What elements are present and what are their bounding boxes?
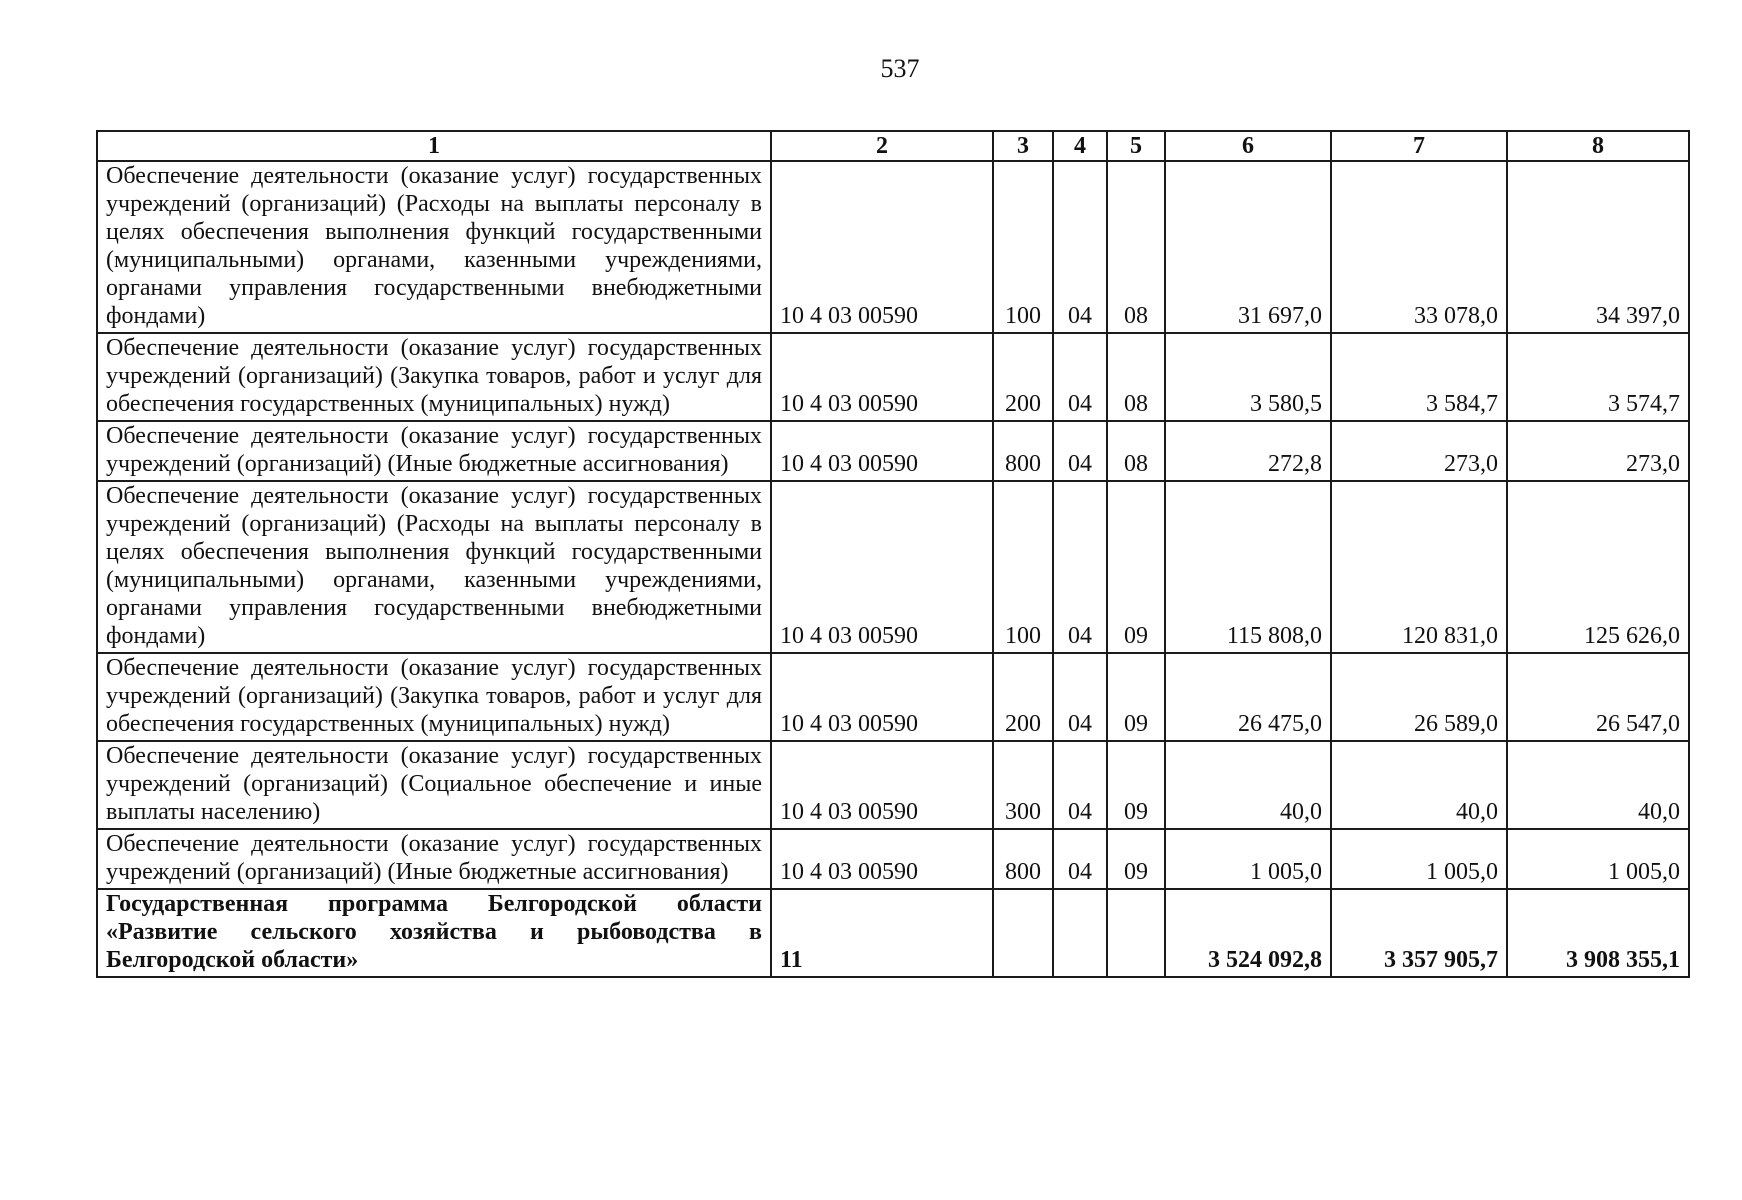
row-value-7: 40,0 xyxy=(1331,741,1507,829)
row-code: 10 4 03 00590 xyxy=(771,481,993,653)
row-value-8: 40,0 xyxy=(1507,741,1689,829)
table-row xyxy=(97,741,1689,829)
row-description: Обеспечение деятельности (оказание услуг) государственных учреждений (организаций) (Расходы на выплаты персоналу в целях обеспечения выполнения функций государственными (муниципальными) органами, казенными учреждениями, органами управления государственными внебюджетными фондами) xyxy=(97,481,771,653)
row-description: Обеспечение деятельности (оказание услуг) государственных учреждений (организаций) (Иные бюджетные ассигнования) xyxy=(97,421,771,481)
header-row xyxy=(97,131,1689,161)
row-col3: 800 xyxy=(993,421,1053,481)
column-header: 2 xyxy=(771,131,993,161)
row-code: 10 4 03 00590 xyxy=(771,161,993,333)
row-col4: 04 xyxy=(1053,653,1107,741)
table-row xyxy=(97,653,1689,741)
row-code: 10 4 03 00590 xyxy=(771,421,993,481)
program-total-row xyxy=(97,889,1689,977)
table-row xyxy=(97,829,1689,889)
column-header: 5 xyxy=(1107,131,1165,161)
column-header: 6 xyxy=(1165,131,1331,161)
row-value-6: 3 524 092,8 xyxy=(1165,889,1331,977)
row-col3: 200 xyxy=(993,333,1053,421)
row-description: Обеспечение деятельности (оказание услуг) государственных учреждений (организаций) (Расходы на выплаты персоналу в целях обеспечения выполнения функций государственными (муниципальными) органами, казенными учреждениями, органами управления государственными внебюджетными фондами) xyxy=(97,161,771,333)
row-value-8: 3 908 355,1 xyxy=(1507,889,1689,977)
row-value-6: 26 475,0 xyxy=(1165,653,1331,741)
row-code: 10 4 03 00590 xyxy=(771,333,993,421)
column-header: 7 xyxy=(1331,131,1507,161)
row-description: Обеспечение деятельности (оказание услуг) государственных учреждений (организаций) (Иные бюджетные ассигнования) xyxy=(97,829,771,889)
row-col5: 09 xyxy=(1107,481,1165,653)
row-col4 xyxy=(1053,889,1107,977)
row-col3: 800 xyxy=(993,829,1053,889)
row-col4: 04 xyxy=(1053,333,1107,421)
row-col3 xyxy=(993,889,1053,977)
table-row xyxy=(97,481,1689,653)
column-header: 3 xyxy=(993,131,1053,161)
column-header: 8 xyxy=(1507,131,1689,161)
row-value-6: 272,8 xyxy=(1165,421,1331,481)
row-value-6: 115 808,0 xyxy=(1165,481,1331,653)
row-value-8: 273,0 xyxy=(1507,421,1689,481)
table-row xyxy=(97,421,1689,481)
row-col3: 100 xyxy=(993,161,1053,333)
table-row xyxy=(97,333,1689,421)
row-value-8: 1 005,0 xyxy=(1507,829,1689,889)
row-value-7: 3 357 905,7 xyxy=(1331,889,1507,977)
row-value-8: 3 574,7 xyxy=(1507,333,1689,421)
row-value-7: 33 078,0 xyxy=(1331,161,1507,333)
row-col3: 300 xyxy=(993,741,1053,829)
row-value-7: 1 005,0 xyxy=(1331,829,1507,889)
row-col5 xyxy=(1107,889,1165,977)
row-value-6: 31 697,0 xyxy=(1165,161,1331,333)
row-code: 10 4 03 00590 xyxy=(771,653,993,741)
row-value-7: 26 589,0 xyxy=(1331,653,1507,741)
row-col5: 09 xyxy=(1107,653,1165,741)
row-value-8: 125 626,0 xyxy=(1507,481,1689,653)
row-value-6: 3 580,5 xyxy=(1165,333,1331,421)
row-col5: 08 xyxy=(1107,333,1165,421)
row-code: 10 4 03 00590 xyxy=(771,741,993,829)
row-value-8: 34 397,0 xyxy=(1507,161,1689,333)
table-row xyxy=(97,161,1689,333)
row-value-7: 273,0 xyxy=(1331,421,1507,481)
row-code: 10 4 03 00590 xyxy=(771,829,993,889)
row-col5: 08 xyxy=(1107,161,1165,333)
row-value-8: 26 547,0 xyxy=(1507,653,1689,741)
row-col4: 04 xyxy=(1053,829,1107,889)
row-description: Государственная программа Белгородской области «Развитие сельского хозяйства и рыбоводства в Белгородской области» xyxy=(97,889,771,977)
row-value-7: 3 584,7 xyxy=(1331,333,1507,421)
row-col5: 09 xyxy=(1107,741,1165,829)
row-value-6: 1 005,0 xyxy=(1165,829,1331,889)
row-col5: 09 xyxy=(1107,829,1165,889)
row-value-7: 120 831,0 xyxy=(1331,481,1507,653)
budget-table xyxy=(96,130,1690,978)
column-header: 1 xyxy=(97,131,771,161)
row-description: Обеспечение деятельности (оказание услуг) государственных учреждений (организаций) (Закупка товаров, работ и услуг для обеспечения государственных (муниципальных) нужд) xyxy=(97,333,771,421)
row-col4: 04 xyxy=(1053,421,1107,481)
row-col4: 04 xyxy=(1053,741,1107,829)
row-col4: 04 xyxy=(1053,161,1107,333)
row-code: 11 xyxy=(771,889,993,977)
row-description: Обеспечение деятельности (оказание услуг) государственных учреждений (организаций) (Социальное обеспечение и иные выплаты населению) xyxy=(97,741,771,829)
row-col5: 08 xyxy=(1107,421,1165,481)
row-col3: 100 xyxy=(993,481,1053,653)
row-description: Обеспечение деятельности (оказание услуг) государственных учреждений (организаций) (Закупка товаров, работ и услуг для обеспечения государственных (муниципальных) нужд) xyxy=(97,653,771,741)
row-col3: 200 xyxy=(993,653,1053,741)
page-number: 537 xyxy=(880,54,920,83)
column-header: 4 xyxy=(1053,131,1107,161)
row-col4: 04 xyxy=(1053,481,1107,653)
row-value-6: 40,0 xyxy=(1165,741,1331,829)
